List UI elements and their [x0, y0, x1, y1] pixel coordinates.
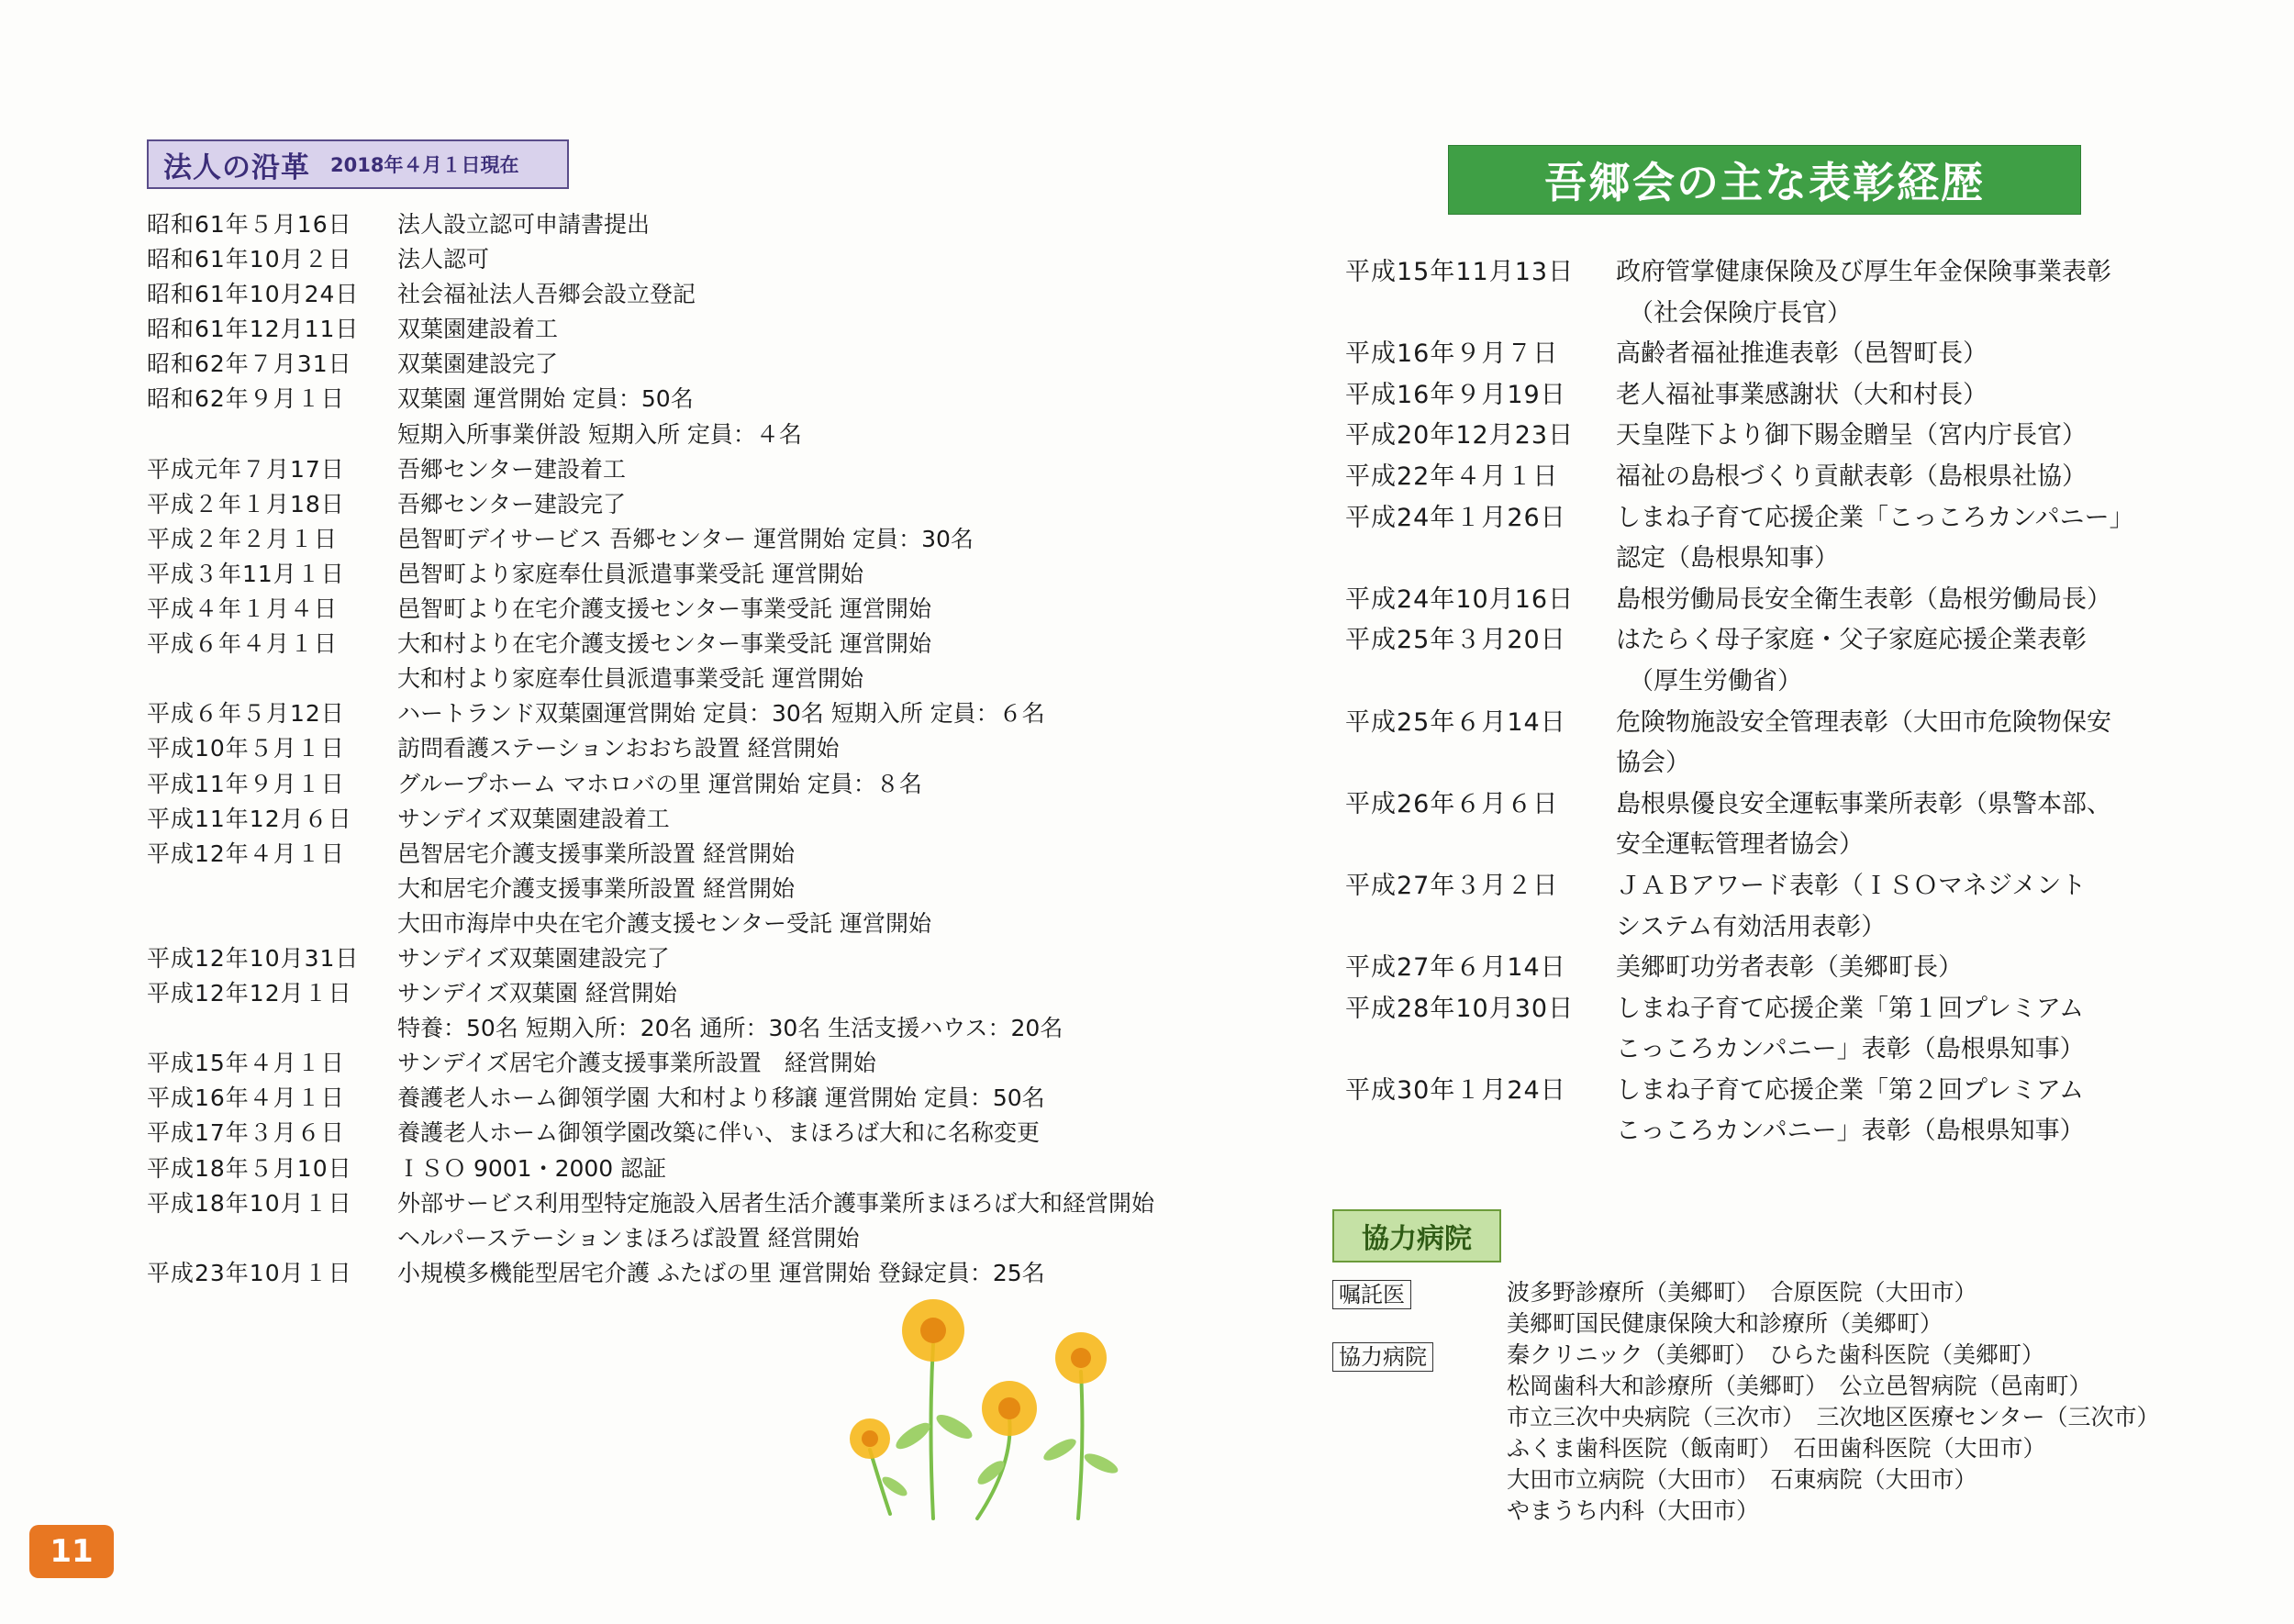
history-event: 大田市海岸中央在宅介護支援センター受託 運営開始	[397, 909, 931, 937]
history-date: 平成６年４月１日	[147, 630, 339, 658]
history-date: 昭和61年10月２日	[147, 246, 352, 273]
cooperation-label-cell	[1332, 1277, 1507, 1340]
award-description	[1616, 416, 2263, 457]
history-row	[147, 731, 1275, 766]
institution-line: 松岡歯科大和診療所（美郷町） 公立邑智病院（邑南町）	[1507, 1373, 2092, 1399]
award-row	[1345, 416, 2263, 457]
history-event: 短期入所事業併設 短期入所 定員：４名	[397, 420, 802, 448]
history-event: ハートランド双葉園運営開始 定員：30名 短期入所 定員：６名	[397, 700, 1045, 728]
award-line: はたらく母子家庭・父子家庭応援企業表彰	[1616, 626, 2087, 655]
award-description	[1616, 252, 2263, 334]
history-date: 昭和62年９月１日	[147, 385, 345, 413]
history-event: グループホーム マホロバの里 運営開始 定員：８名	[397, 770, 922, 797]
awards-header	[1448, 145, 2081, 215]
institution-line: 秦クリニック（美郷町） ひらた歯科医院（美郷町）	[1507, 1341, 2045, 1368]
institution-line: 波多野診療所（美郷町） 合原医院（大田市）	[1507, 1279, 1977, 1306]
award-line: 島根労働局長安全衛生表彰（島根労働局長）	[1616, 584, 2111, 614]
history-event: 邑智居宅介護支援事業所設置 経営開始	[397, 840, 795, 867]
history-date: 平成元年７月17日	[147, 455, 345, 483]
history-row	[147, 1081, 1275, 1116]
award-date: 平成16年９月７日	[1345, 339, 1559, 369]
history-row	[147, 1011, 1275, 1046]
award-line: しまね子育て応援企業「こっころカンパニー」	[1616, 503, 2134, 532]
history-row	[147, 1256, 1275, 1291]
history-event: 養護老人ホーム御領学園改築に伴い、まほろば大和に名称変更	[397, 1119, 1041, 1147]
award-description	[1616, 620, 2263, 702]
award-line: 福祉の島根づくり貢献表彰（島根県社協）	[1616, 462, 2087, 491]
award-description	[1616, 1071, 2263, 1152]
history-date: 平成16年４月１日	[147, 1085, 345, 1112]
page-number: 11	[50, 1533, 94, 1570]
award-line: （社会保険庁長官）	[1629, 298, 1852, 328]
flower-illustration	[826, 1289, 1156, 1528]
history-row	[147, 1151, 1275, 1186]
history-row	[147, 662, 1275, 696]
history-event: 吾郷センター建設完了	[397, 490, 627, 517]
history-date: 平成15年４月１日	[147, 1050, 345, 1077]
history-row	[147, 907, 1275, 941]
cooperation-institutions	[1507, 1340, 2160, 1527]
history-event: 養護老人ホーム御領学園 大和村より移譲 運営開始 定員：50名	[397, 1085, 1045, 1112]
history-row	[147, 242, 1275, 277]
award-row	[1345, 948, 2263, 989]
award-line: （厚生労働省）	[1629, 666, 1802, 695]
history-row	[147, 487, 1275, 522]
history-event: 双葉園 運営開始 定員：50名	[397, 385, 694, 413]
history-row	[147, 1186, 1275, 1221]
award-line: 協会）	[1616, 749, 1690, 778]
history-date: 平成12年４月１日	[147, 840, 345, 867]
institution-line: 市立三次中央病院（三次市） 三次地区医療センター（三次市）	[1507, 1404, 2160, 1430]
history-row	[147, 1221, 1275, 1256]
history-date: 平成12年10月31日	[147, 944, 360, 972]
history-date: 平成10年５月１日	[147, 735, 345, 762]
history-event: 小規模多機能型居宅介護 ふたばの里 運営開始 登録定員：25名	[397, 1259, 1045, 1286]
history-row	[147, 1116, 1275, 1151]
award-date: 平成22年４月１日	[1345, 462, 1559, 491]
awards-list	[1345, 252, 2263, 1152]
history-event: 法人設立認可申請書提出	[397, 211, 651, 238]
history-row	[147, 522, 1275, 557]
history-date: 昭和62年７月31日	[147, 350, 352, 378]
award-description	[1616, 948, 2263, 989]
award-date: 平成25年３月20日	[1345, 626, 1566, 655]
history-row	[147, 382, 1275, 417]
award-line: 老人福祉事業感謝状（大和村長）	[1616, 380, 1988, 409]
history-event: 大和村より家庭奉仕員派遣事業受託 運営開始	[397, 665, 863, 693]
award-line: こっころカンパニー」表彰（島根県知事）	[1616, 1117, 2085, 1146]
history-date: 昭和61年10月24日	[147, 281, 360, 308]
history-date: 平成17年３月６日	[147, 1119, 345, 1147]
award-line: ＪＡＢアワード表彰（ＩＳＯマネジメント	[1616, 871, 2087, 900]
cooperation-group	[1332, 1340, 2250, 1527]
award-description	[1616, 334, 2263, 375]
history-row	[147, 347, 1275, 382]
history-event: 社会福祉法人吾郷会設立登記	[397, 281, 696, 308]
history-event: サンデイズ双葉園建設着工	[397, 805, 670, 832]
history-row	[147, 417, 1275, 452]
awards-title: 吾郷会の主な表彰経歴	[1544, 158, 1985, 207]
history-row	[147, 872, 1275, 907]
history-event: 邑智町デイサービス 吾郷センター 運営開始 定員：30名	[397, 525, 974, 552]
history-event: サンデイズ双葉園 経営開始	[397, 980, 677, 1007]
history-row	[147, 976, 1275, 1011]
history-event: 吾郷センター建設着工	[397, 455, 627, 483]
award-date: 平成27年３月２日	[1345, 871, 1559, 900]
history-date	[147, 872, 397, 907]
cooperation-label-cell	[1332, 1340, 1507, 1527]
history-date: 平成３年11月１日	[147, 560, 345, 587]
history-date: 平成18年５月10日	[147, 1154, 352, 1182]
history-date: 平成２年２月１日	[147, 525, 339, 552]
award-row	[1345, 498, 2263, 580]
award-line: 高齢者福祉推進表彰（邑智町長）	[1616, 339, 1988, 369]
history-row	[147, 941, 1275, 976]
cooperation-title: 協力病院	[1362, 1223, 1472, 1255]
award-date: 平成27年６月14日	[1345, 953, 1566, 983]
history-event: 外部サービス利用型特定施設入居者生活介護事業所まほろば大和経営開始	[397, 1189, 1155, 1217]
history-row	[147, 557, 1275, 592]
history-date: 平成６年５月12日	[147, 700, 345, 728]
history-event: 双葉園建設着工	[397, 316, 559, 343]
award-row	[1345, 1071, 2263, 1152]
history-event: 法人認可	[397, 246, 490, 273]
history-row	[147, 1046, 1275, 1081]
award-line: 美郷町功労者表彰（美郷町長）	[1616, 953, 1963, 983]
history-event: 特養：50名 短期入所：20名 通所：30名 生活支援ハウス：20名	[397, 1015, 1063, 1042]
history-header	[147, 139, 569, 189]
history-date: 昭和61年５月16日	[147, 211, 352, 238]
award-description	[1616, 784, 2263, 866]
award-row	[1345, 620, 2263, 702]
award-row	[1345, 703, 2263, 784]
award-date: 平成25年６月14日	[1345, 707, 1566, 737]
award-date: 平成26年６月６日	[1345, 789, 1559, 818]
award-date: 平成20年12月23日	[1345, 421, 1575, 450]
award-row	[1345, 784, 2263, 866]
history-event: 大和村より在宅介護支援センター事業受託 運営開始	[397, 630, 931, 658]
history-event: サンデイズ居宅介護支援事業所設置 経営開始	[397, 1050, 876, 1077]
history-date: 平成４年１月４日	[147, 595, 339, 623]
award-row	[1345, 334, 2263, 375]
history-date: 平成23年10月１日	[147, 1259, 352, 1286]
history-date: 平成11年12月６日	[147, 805, 352, 832]
institution-line: やまうち内科（大田市）	[1507, 1497, 1760, 1524]
award-line: しまね子育て応援企業「第２回プレミアム	[1616, 1075, 2085, 1105]
history-date: 昭和61年12月11日	[147, 316, 360, 343]
page-number-badge	[29, 1525, 114, 1578]
award-description	[1616, 866, 2263, 948]
history-row	[147, 312, 1275, 347]
award-line: 認定（島根県知事）	[1616, 544, 1839, 573]
institution-line: 大田市立病院（大田市） 石東病院（大田市）	[1507, 1466, 1977, 1493]
history-event: 邑智町より在宅介護支援センター事業受託 運営開始	[397, 595, 931, 623]
cooperation-institutions	[1507, 1277, 1977, 1340]
award-date: 平成16年９月19日	[1345, 380, 1566, 409]
cooperation-label: 嘱託医	[1332, 1280, 1411, 1309]
award-line: 政府管掌健康保険及び厚生年金保険事業表彰	[1616, 258, 2111, 286]
award-row	[1345, 252, 2263, 334]
history-event: サンデイズ双葉園建設完了	[397, 944, 670, 972]
award-description	[1616, 580, 2263, 621]
award-line: こっころカンパニー」表彰（島根県知事）	[1616, 1035, 2085, 1064]
award-line: 安全運転管理者協会）	[1616, 830, 1864, 860]
history-row	[147, 277, 1275, 312]
award-description	[1616, 703, 2263, 784]
history-date: 平成２年１月18日	[147, 490, 345, 517]
history-row	[147, 696, 1275, 731]
award-line: 天皇陛下より御下賜金贈呈（宮内庁長官）	[1616, 421, 2087, 450]
history-row	[147, 767, 1275, 802]
history-row	[147, 592, 1275, 627]
history-date	[147, 662, 397, 696]
award-line: 島根県優良安全運転事業所表彰（県警本部、	[1616, 789, 2111, 818]
institution-line: ふくま歯科医院（飯南町） 石田歯科医院（大田市）	[1507, 1435, 2046, 1462]
cooperation-group	[1332, 1277, 2250, 1340]
award-row	[1345, 866, 2263, 948]
history-date	[147, 417, 397, 452]
award-description	[1616, 989, 2263, 1071]
award-line: 危険物施設安全管理表彰（大田市危険物保安	[1616, 707, 2111, 737]
history-title: 法人の沿革	[163, 150, 310, 184]
award-row	[1345, 375, 2263, 417]
history-event: 大和居宅介護支援事業所設置 経営開始	[397, 874, 795, 902]
history-date: 平成18年10月１日	[147, 1189, 352, 1217]
award-description	[1616, 498, 2263, 580]
award-date: 平成15年11月13日	[1345, 258, 1575, 286]
history-date: 平成11年９月１日	[147, 770, 345, 797]
history-row	[147, 837, 1275, 872]
history-list	[147, 207, 1275, 1291]
cooperation-header	[1332, 1209, 1501, 1262]
award-row	[1345, 580, 2263, 621]
award-description	[1616, 457, 2263, 498]
award-row	[1345, 989, 2263, 1071]
award-description	[1616, 375, 2263, 417]
award-line: しまね子育て応援企業「第１回プレミアム	[1616, 994, 2085, 1023]
award-line: システム有効活用表彰）	[1616, 912, 1887, 941]
history-date	[147, 1221, 397, 1256]
history-event: ＩＳＯ 9001・2000 認証	[397, 1154, 667, 1182]
award-row	[1345, 457, 2263, 498]
history-date	[147, 907, 397, 941]
institution-line: 美郷町国民健康保険大和診療所（美郷町）	[1507, 1310, 1943, 1337]
history-event: 邑智町より家庭奉仕員派遣事業受託 運営開始	[397, 560, 863, 587]
history-event: 双葉園建設完了	[397, 350, 559, 378]
award-date: 平成28年10月30日	[1345, 994, 1575, 1023]
history-event: ヘルパーステーションまほろば設置 経営開始	[397, 1224, 860, 1251]
history-as-of: 2018年４月１日現在	[330, 154, 519, 176]
history-row	[147, 207, 1275, 242]
history-row	[147, 452, 1275, 487]
cooperation-label: 協力病院	[1332, 1342, 1433, 1372]
history-row	[147, 627, 1275, 662]
award-date: 平成24年１月26日	[1345, 503, 1566, 532]
history-row	[147, 802, 1275, 837]
award-date: 平成24年10月16日	[1345, 584, 1575, 614]
history-date	[147, 1011, 397, 1046]
history-date: 平成12年12月１日	[147, 980, 352, 1007]
award-date: 平成30年１月24日	[1345, 1075, 1566, 1105]
cooperation-list	[1332, 1277, 2250, 1527]
history-event: 訪問看護ステーションおおち設置 経営開始	[397, 735, 840, 762]
